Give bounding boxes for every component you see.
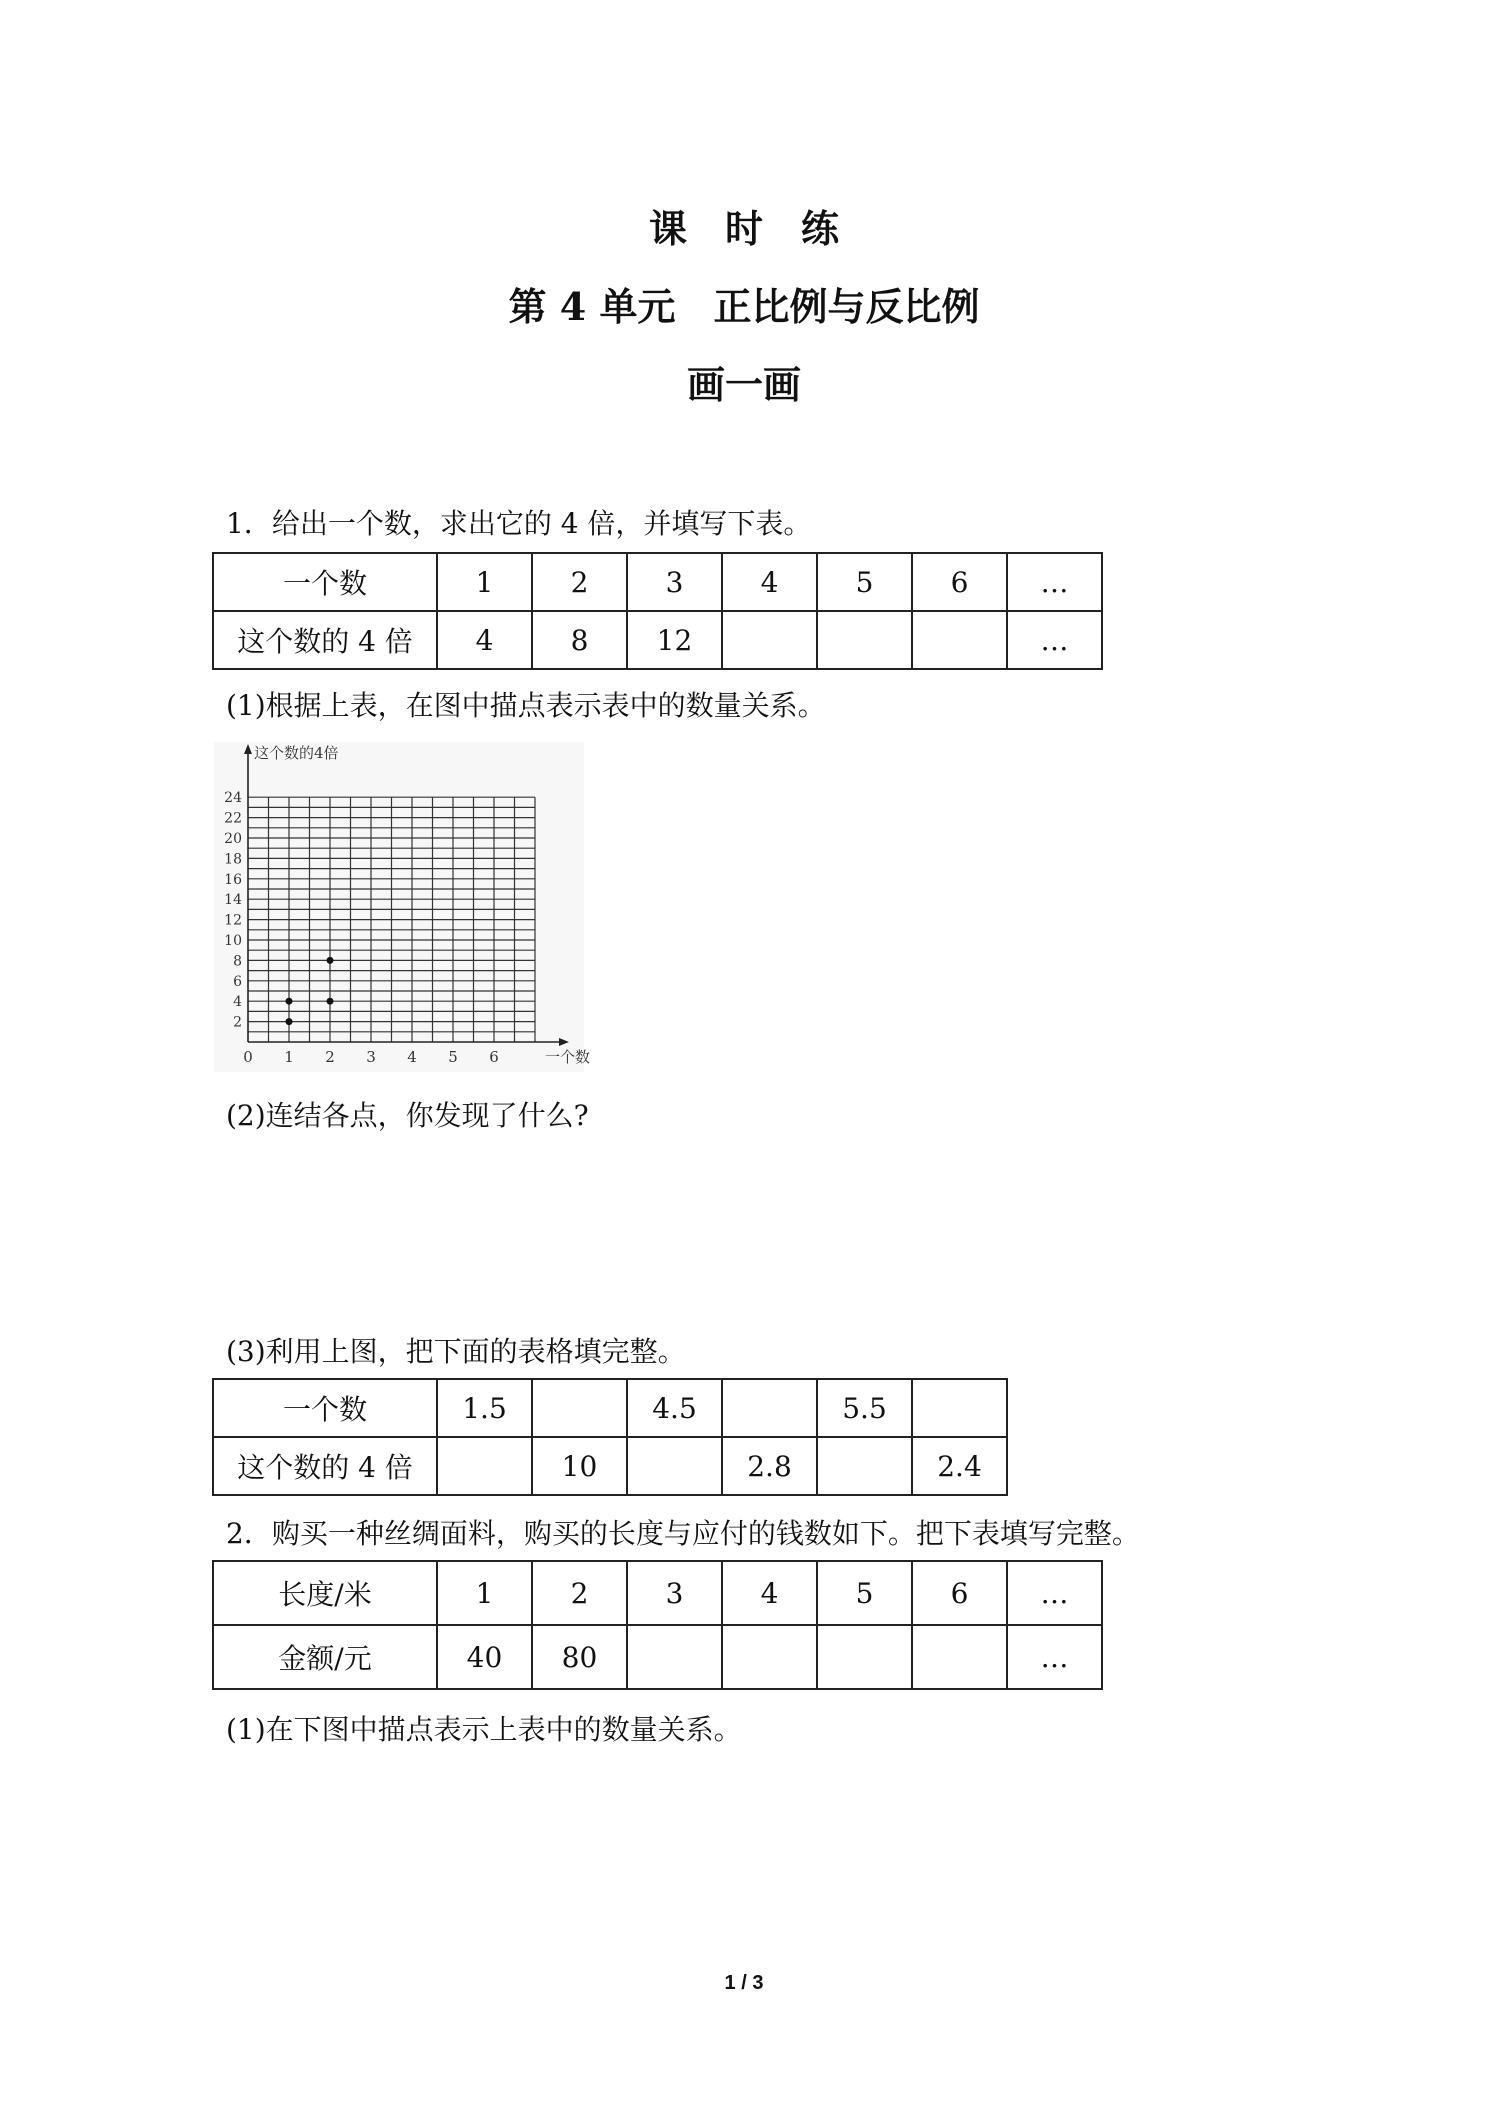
q1-table [212, 552, 1103, 670]
table-cell: 1 [437, 1561, 532, 1625]
table-row [213, 611, 1102, 669]
table-cell: 2.4 [912, 1437, 1007, 1495]
x-tick-label: 0 [243, 1048, 253, 1066]
table-cell: 3 [627, 1561, 722, 1625]
x-tick-label: 6 [489, 1048, 499, 1066]
page-number: 1 / 3 [724, 1972, 764, 1994]
table-cell: 2 [532, 553, 627, 611]
table-cell: 5 [817, 1561, 912, 1625]
question-1: 1．给出一个数，求出它的 4 倍，并填写下表。 [226, 507, 812, 540]
table-cell: 1.5 [437, 1379, 532, 1437]
x-tick-label: 4 [407, 1048, 417, 1066]
scatter-chart [214, 742, 591, 1072]
table-row [213, 1561, 1102, 1625]
table-cell: … [1007, 1561, 1102, 1625]
y-tick-label: 18 [224, 851, 242, 868]
table-cell [912, 1625, 1007, 1689]
data-point [286, 1018, 293, 1025]
page-title: 课时练 [648, 206, 877, 251]
data-point [327, 998, 334, 1005]
table-row [213, 1625, 1102, 1689]
table-cell [627, 1437, 722, 1495]
q2-sub1: (1)在下图中描点表示上表中的数量关系。 [226, 1713, 742, 1746]
y-tick-label: 24 [224, 790, 242, 807]
y-tick-label: 22 [224, 810, 242, 827]
table-cell: 12 [627, 611, 722, 669]
unit-title: 第 4 单元 正比例与反比例 [508, 284, 980, 329]
y-axis-label: 这个数的4倍 [254, 744, 339, 762]
table-cell: 1 [437, 553, 532, 611]
y-tick-label: 12 [224, 912, 242, 929]
table-cell: 5.5 [817, 1379, 912, 1437]
q1-sub1: (1)根据上表，在图中描点表示表中的数量关系。 [226, 689, 826, 722]
table-cell: … [1007, 611, 1102, 669]
table-cell: 这个数的 4 倍 [213, 611, 437, 669]
table-cell: 这个数的 4 倍 [213, 1437, 437, 1495]
q2-table [212, 1560, 1103, 1690]
table-cell [722, 1379, 817, 1437]
table-cell: 40 [437, 1625, 532, 1689]
table-row [213, 1379, 1007, 1437]
y-tick-label: 14 [224, 892, 242, 909]
table-row [213, 1437, 1007, 1495]
table-cell: 2 [532, 1561, 627, 1625]
y-tick-label: 20 [224, 831, 242, 847]
chart-background [214, 742, 584, 1072]
table-cell: 6 [912, 1561, 1007, 1625]
table-cell: 金额/元 [213, 1625, 437, 1689]
table-cell: 长度/米 [213, 1561, 437, 1625]
data-point [327, 957, 334, 964]
y-tick-label: 10 [224, 933, 242, 949]
table-cell [532, 1379, 627, 1437]
x-tick-label: 5 [448, 1048, 458, 1066]
y-tick-label: 4 [233, 994, 242, 1011]
table-cell: 10 [532, 1437, 627, 1495]
table-cell: 一个数 [213, 553, 437, 611]
table-cell: 3 [627, 553, 722, 611]
table-cell: 2.8 [722, 1437, 817, 1495]
table-cell: 80 [532, 1625, 627, 1689]
x-tick-label: 3 [366, 1048, 376, 1066]
table-cell: 4 [437, 611, 532, 669]
table-cell: … [1007, 553, 1102, 611]
table-cell [627, 1625, 722, 1689]
x-axis-label: 一个数 [545, 1048, 591, 1066]
data-point [286, 998, 293, 1005]
table-cell: 4 [722, 553, 817, 611]
question-2: 2．购买一种丝绸面料，购买的长度与应付的钱数如下。把下表填写完整。 [226, 1517, 1140, 1550]
x-tick-label: 2 [325, 1048, 335, 1066]
y-tick-label: 2 [233, 1014, 242, 1031]
table-cell [817, 1437, 912, 1495]
table-cell: 4 [722, 1561, 817, 1625]
table-row [213, 553, 1102, 611]
table-cell: … [1007, 1625, 1102, 1689]
table-cell: 8 [532, 611, 627, 669]
y-tick-label: 16 [224, 871, 242, 888]
y-tick-label: 8 [233, 953, 242, 970]
table-cell [722, 1625, 817, 1689]
y-tick-label: 6 [233, 973, 242, 990]
table-cell [437, 1437, 532, 1495]
x-tick-label: 1 [284, 1048, 294, 1066]
table-cell [817, 611, 912, 669]
table-cell [912, 1379, 1007, 1437]
q1-table2 [212, 1378, 1008, 1496]
table-cell [912, 611, 1007, 669]
table-cell: 6 [912, 553, 1007, 611]
table-cell [817, 1625, 912, 1689]
table-cell: 4.5 [627, 1379, 722, 1437]
table-cell [722, 611, 817, 669]
table-cell: 一个数 [213, 1379, 437, 1437]
table-cell: 5 [817, 553, 912, 611]
lesson-title: 画一画 [686, 362, 801, 407]
q1-sub3: (3)利用上图，把下面的表格填完整。 [226, 1335, 686, 1368]
q1-sub2: (2)连结各点，你发现了什么? [226, 1099, 589, 1132]
